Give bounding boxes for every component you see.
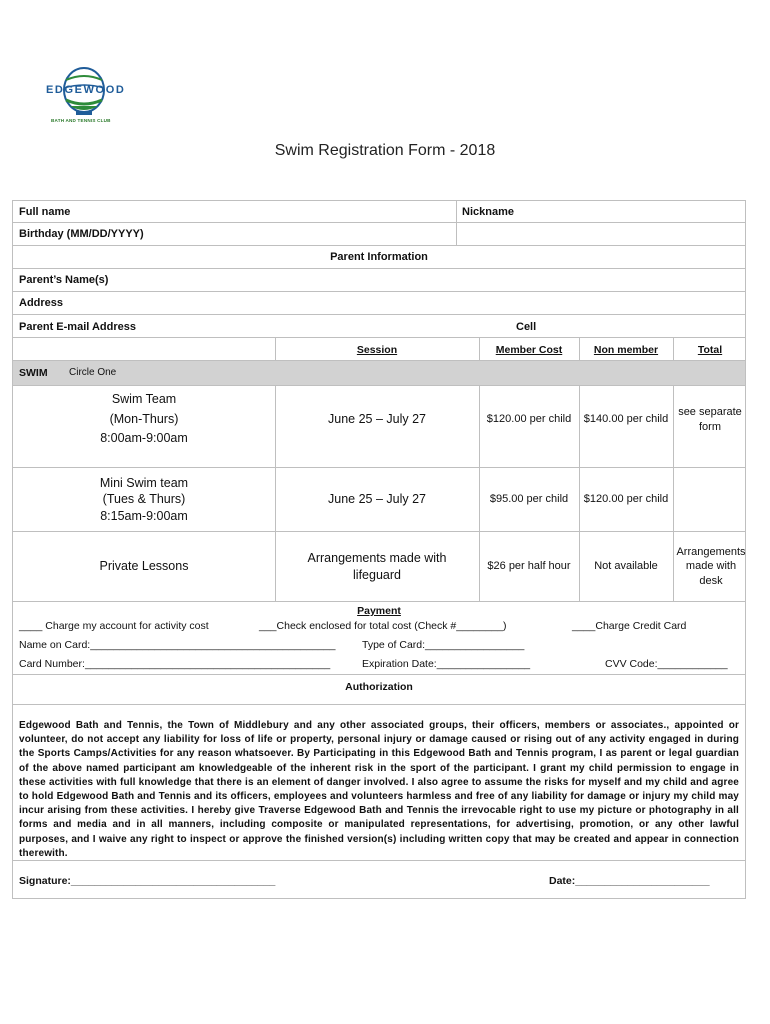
- authorization-header-row: [13, 675, 745, 705]
- parents-names-row: [13, 269, 745, 292]
- name-on-card-field[interactable]: Name on Card:__________________________________________: [19, 639, 336, 651]
- cell-label: Cell: [516, 321, 537, 333]
- member-cost-cell: $95.00 per child: [489, 493, 569, 506]
- activity-cell: [13, 386, 275, 467]
- session-cell: June 25 – July 27: [328, 491, 426, 506]
- payment-header: Payment: [357, 605, 401, 617]
- address-row: [13, 292, 745, 315]
- signature-row: [13, 861, 745, 899]
- type-of-card-field[interactable]: Type of Card:_________________: [362, 639, 525, 651]
- full-name-label: Full name: [19, 206, 71, 218]
- full-name-row: [13, 200, 745, 223]
- session-cell: Arrangements made with lifeguard: [307, 551, 447, 582]
- total-cell: Arrangements made with desk: [676, 546, 746, 587]
- circle-one-note: Circle One: [69, 367, 117, 378]
- authorization-text: Edgewood Bath and Tennis, the Town of Middlebury and any other associated groups, their officers, members or associates., appointed or volunteer, do not accept any liability for loss of life or property, personal injury or damage caused or rising out of any activity engaged in during the Sports Camps/Activities for any reason whatsoever. By Participating in this Edgewood Bath and Tennis program, I as parent or legal guardian of the above named participant am knowledgeable of the inherent risk in the sport of the participant. I grant my child permission to engage in these activities with full knowledge that there is an element of danger involved. I also agree to assume the risks for myself and my child and agree to hold Edgewood Bath and Tennis and its officers, employees and volunteers harmless and free of any liability for damage or injury my child may incur arising from these activities. I hereby give Traverse Edgewood Bath and Tennis the irrevocable right to use my picture or photography in all forms and media and in all manners, including composite or manipulated representations, for advertising, promotion, or any other lawful purposes, and I waive any right to inspect or approve the finished version(s) including written copy that may be created and appear in connection therewith.: [19, 720, 739, 859]
- registration-form: [12, 200, 746, 899]
- nickname-label: Nickname: [462, 206, 514, 218]
- activity-cell: [13, 468, 275, 531]
- authorization-text-row: [13, 705, 745, 861]
- signature-field[interactable]: Signature:___________________________________: [19, 875, 276, 887]
- activity-line: (Tues & Thurs): [102, 492, 186, 507]
- session-cell: June 25 – July 27: [328, 411, 426, 426]
- member-cost-header: Member Cost: [495, 344, 563, 356]
- activity-line: 8:00am-9:00am: [100, 431, 188, 446]
- non-member-header: Non member: [593, 344, 659, 356]
- swim-section-row: [13, 361, 745, 386]
- logo-subtitle: BATH AND TENNIS CLUB: [51, 118, 111, 123]
- address-label: Address: [19, 297, 64, 309]
- non-member-cell: $140.00 per child: [583, 413, 669, 426]
- payment-section: [13, 602, 745, 675]
- parent-info-header: Parent Information: [330, 251, 428, 263]
- card-number-field[interactable]: Card Number:__________________________________________: [19, 658, 331, 670]
- parent-info-header-row: [13, 246, 745, 269]
- parents-names-label: Parent’s Name(s): [19, 274, 109, 286]
- activity-line: Swim Team: [111, 392, 177, 407]
- activity-line: 8:15am-9:00am: [100, 508, 188, 523]
- table-row: [13, 532, 745, 602]
- total-header: Total: [697, 344, 723, 356]
- member-cost-cell: $120.00 per child: [486, 413, 572, 426]
- charge-account-option[interactable]: ____ Charge my account for activity cost: [19, 620, 209, 632]
- birthday-row: [13, 223, 745, 246]
- non-member-cell: $120.00 per child: [583, 493, 669, 506]
- date-field[interactable]: Date:_______________________: [549, 875, 710, 887]
- non-member-cell: Not available: [594, 560, 658, 573]
- total-cell: see separate form: [678, 406, 742, 433]
- logo-name: EDGEWOOD: [46, 84, 126, 96]
- table-row: [13, 468, 745, 532]
- activity-line: Mini Swim team: [99, 476, 189, 491]
- page-title: Swim Registration Form - 2018: [274, 142, 496, 159]
- table-header-row: [13, 338, 745, 361]
- birthday-label: Birthday (MM/DD/YYYY): [19, 228, 144, 240]
- table-row: [13, 386, 745, 468]
- member-cost-cell: $26 per half hour: [487, 560, 571, 573]
- total-cell: [677, 468, 743, 531]
- check-option[interactable]: ___Check enclosed for total cost (Check #________): [259, 620, 507, 632]
- swim-section-label: SWIM: [19, 367, 48, 379]
- activity-cell: Private Lessons: [99, 558, 189, 573]
- activity-line: (Mon-Thurs): [109, 411, 179, 426]
- email-row: [13, 315, 745, 338]
- authorization-header: Authorization: [345, 681, 413, 693]
- session-header: Session: [356, 344, 398, 356]
- cvv-code-field[interactable]: CVV Code:____________: [605, 658, 728, 670]
- credit-card-option[interactable]: ____Charge Credit Card: [572, 620, 687, 632]
- parent-email-label: Parent E-mail Address: [19, 321, 136, 333]
- expiration-date-field[interactable]: Expiration Date:________________: [362, 658, 531, 670]
